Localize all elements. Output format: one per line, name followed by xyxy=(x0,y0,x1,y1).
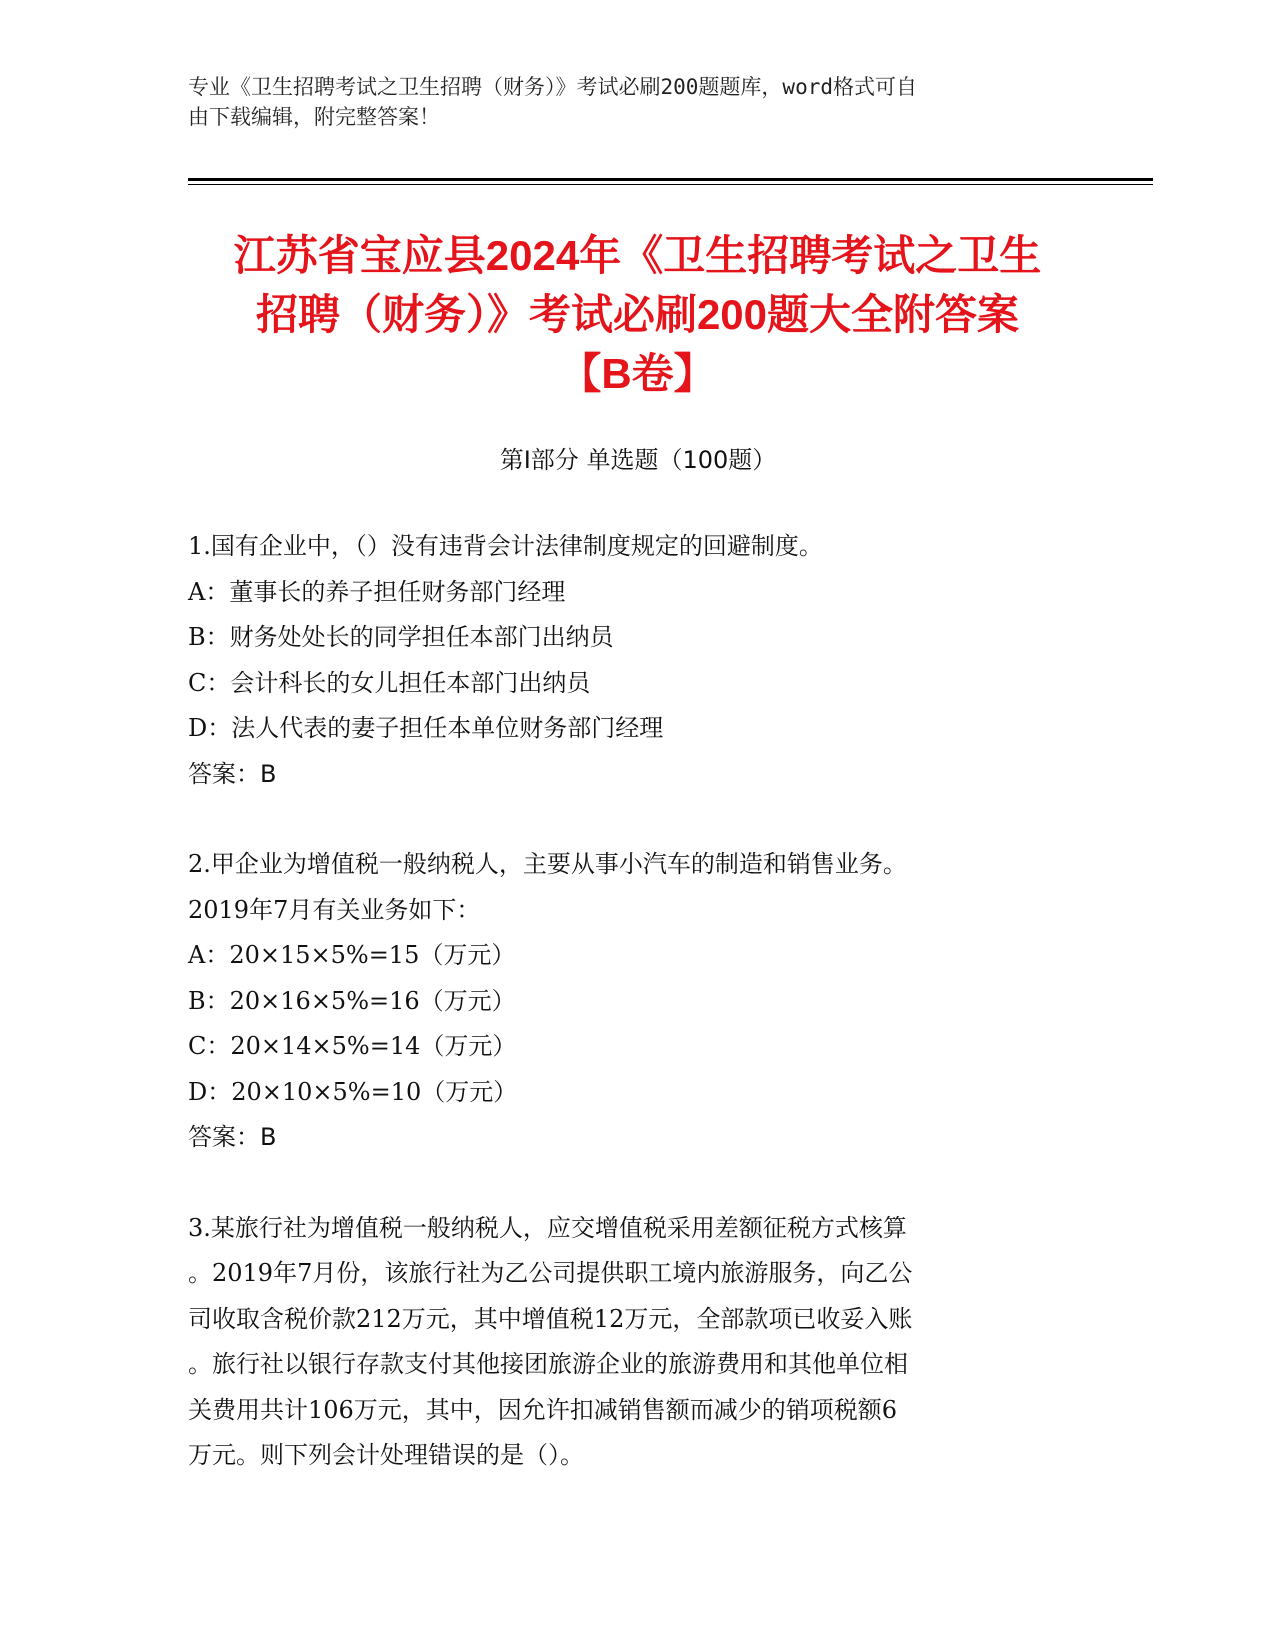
header-divider-thin xyxy=(188,184,1153,185)
option-d: D：法人代表的妻子担任本单位财务部门经理 xyxy=(188,714,664,742)
answer: 答案：B xyxy=(188,759,277,788)
document-title xyxy=(150,226,1125,403)
question-item xyxy=(188,1206,1088,1479)
header-note-line: 专业《卫生招聘考试之卫生招聘（财务）》考试必刷200题题库，word格式可自 xyxy=(188,75,917,99)
question-stem: 万元。则下列会计处理错误的是（）。 xyxy=(188,1441,584,1469)
question-stem: 1.国有企业中，（）没有违背会计法律制度规定的回避制度。 xyxy=(188,532,823,560)
option-a: A：董事长的养子担任财务部门经理 xyxy=(188,577,566,606)
header-note xyxy=(188,72,1068,132)
question-stem: 。旅行社以银行存款支付其他接团旅游企业的旅游费用和其他单位相 xyxy=(188,1350,908,1378)
question-spacer xyxy=(188,797,1088,842)
option-c: C：会计科长的女儿担任本部门出纳员 xyxy=(188,668,591,697)
question-list xyxy=(188,524,1088,1479)
header-note-line: 由下载编辑，附完整答案！ xyxy=(188,105,440,129)
question-item xyxy=(188,524,1088,797)
option-d: D：20×10×5%=10（万元） xyxy=(188,1077,518,1106)
question-stem: 3.某旅行社为增值税一般纳税人，应交增值税采用差额征税方式核算 xyxy=(188,1213,907,1242)
option-b: B：20×16×5%=16（万元） xyxy=(188,986,516,1015)
question-stem: 2.甲企业为增值税一般纳税人，主要从事小汽车的制造和销售业务。 xyxy=(188,850,907,878)
title-line: 招聘（财务）》考试必刷200题大全附答案 xyxy=(255,291,1020,338)
option-a: A：20×15×5%=15（万元） xyxy=(188,941,516,969)
question-spacer xyxy=(188,1161,1088,1206)
question-stem: 司收取含税价款212万元，其中增值税12万元，全部款项已收妥入账 xyxy=(188,1304,913,1333)
title-line: 【B卷】 xyxy=(559,350,716,397)
answer: 答案：B xyxy=(188,1123,277,1151)
question-stem: 。2019年7月份，该旅行社为乙公司提供职工境内旅游服务，向乙公 xyxy=(188,1259,913,1287)
question-item xyxy=(188,842,1088,1161)
section-heading: 第Ⅰ部分 单选题（100题） xyxy=(499,446,777,474)
title-line: 江苏省宝应县2024年《卫生招聘考试之卫生 xyxy=(233,232,1042,279)
question-stem: 2019年7月有关业务如下： xyxy=(188,895,481,924)
question-stem: 关费用共计106万元，其中，因允许扣减销售额而减少的销项税额6 xyxy=(188,1395,898,1424)
header-divider xyxy=(188,178,1153,181)
option-c: C：20×14×5%=14（万元） xyxy=(188,1032,517,1060)
option-b: B：财务处处长的同学担任本部门出纳员 xyxy=(188,623,614,651)
